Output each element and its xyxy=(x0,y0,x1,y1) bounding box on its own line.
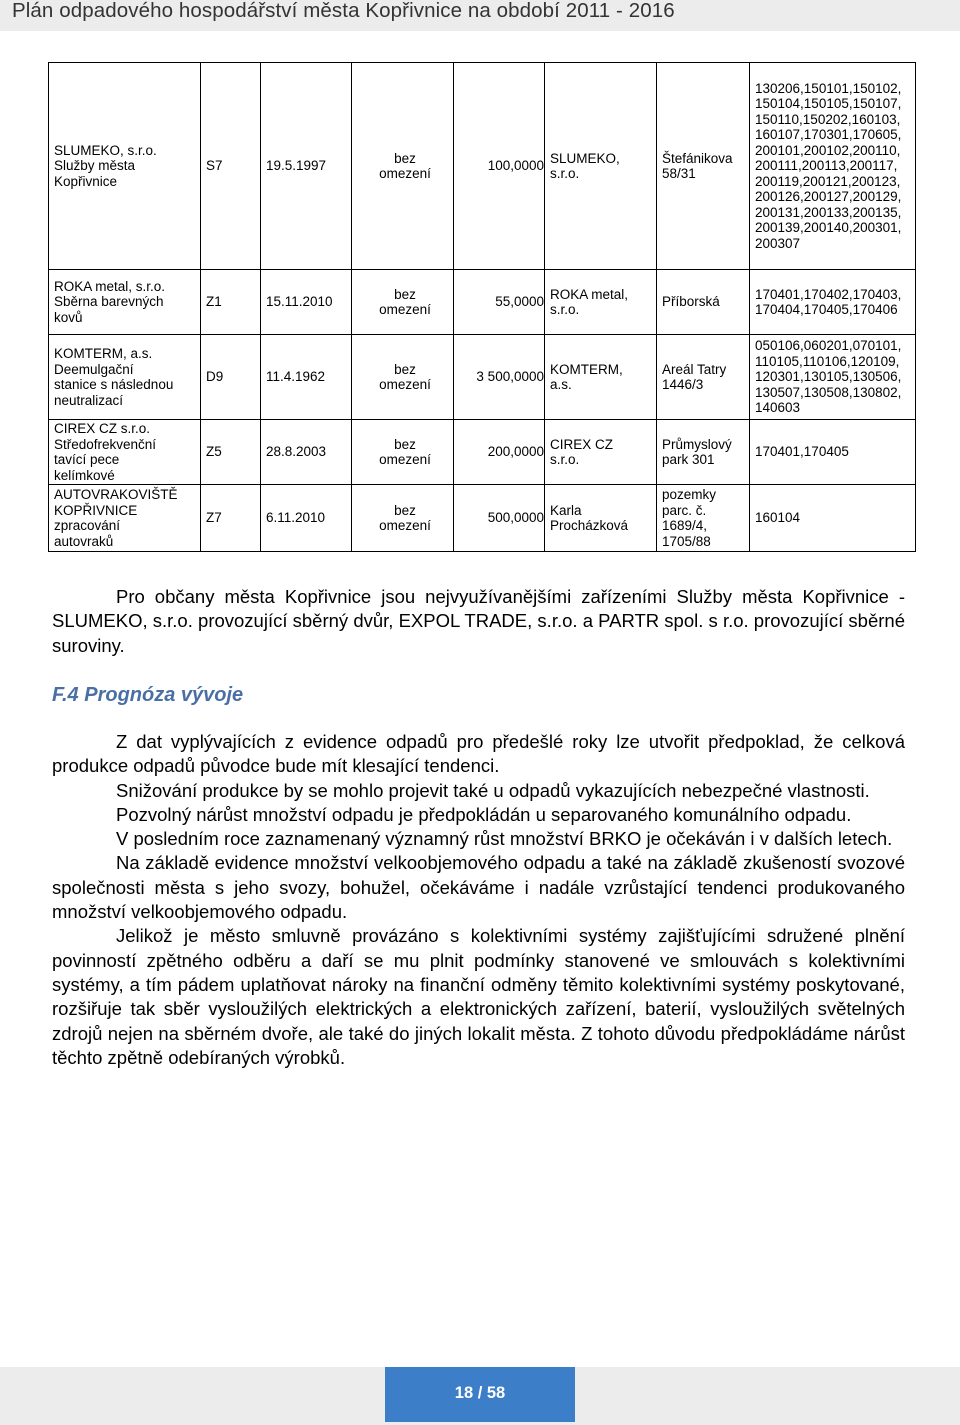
validity-cell xyxy=(352,485,454,552)
cell-line: 1446/3 xyxy=(662,377,704,392)
cell-line: s.r.o. xyxy=(550,302,580,317)
cell-line: KOMTERM, a.s. xyxy=(54,346,153,361)
operator-cell xyxy=(545,270,657,335)
cell-line: 110105,110106,120109, xyxy=(755,353,900,369)
approval-date-cell: 6.11.2010 xyxy=(261,485,352,552)
cell-line: 120301,130105,130506, xyxy=(755,369,902,385)
cell-line: Karla xyxy=(550,502,582,518)
facilities-table xyxy=(48,62,916,552)
section-paragraph: Pozvolný nárůst množství odpadu je předpokládán u separovaného komunálního odpadu. xyxy=(116,803,852,825)
cell-line: SLUMEKO, xyxy=(550,150,620,166)
table-row xyxy=(49,485,916,552)
cell-line: omezení xyxy=(379,518,431,533)
cell-line: Areál Tatry xyxy=(662,361,727,377)
section-paragraph: Z dat vyplývajících z evidence odpadů pro předešlé roky lze utvořit předpoklad, že celková produkce odpadů původce bude mít klesající tendenci. xyxy=(52,731,905,777)
cell-line: 200111,200113,200117, xyxy=(755,158,898,174)
operator-cell xyxy=(545,420,657,485)
validity-cell xyxy=(352,270,454,335)
cell-line: Průmyslový xyxy=(662,436,732,452)
facility-code-cell: Z7 xyxy=(201,485,261,552)
cell-line: 160107,170301,170605, xyxy=(755,127,902,143)
cell-line: 160104 xyxy=(755,510,801,526)
facility-code-cell: D9 xyxy=(201,335,261,420)
cell-line: bez xyxy=(394,436,416,452)
cell-line: AUTOVRAKOVIŠTĚ xyxy=(54,487,178,502)
cell-line: 58/31 xyxy=(662,166,696,181)
cell-line: 140603 xyxy=(755,400,801,416)
facility-name-cell xyxy=(49,485,201,552)
section-paragraph: Na základě evidence množství velkoobjemového odpadu a také na základě zkušeností svozové společnosti města s jeho svozy, bohužel, očekáváme i nadále vzrůstající tendenci produkovaného množství velkoobjemového odpadu. xyxy=(52,852,905,923)
cell-line: ROKA metal, s.r.o. xyxy=(54,278,166,294)
facility-code-cell: S7 xyxy=(201,63,261,270)
operator-cell xyxy=(545,335,657,420)
address-cell xyxy=(657,63,750,270)
facility-name-cell xyxy=(49,335,201,420)
cell-line: KOPŘIVNICE xyxy=(54,502,138,518)
cell-line: 150104,150105,150107, xyxy=(755,96,902,112)
cell-line: tavící pece xyxy=(54,452,120,467)
cell-line: 170401,170402,170403, xyxy=(755,286,902,302)
approval-date-cell: 28.8.2003 xyxy=(261,420,352,485)
cell-line: Kopřivnice xyxy=(54,173,118,189)
cell-line: KOMTERM, xyxy=(550,361,623,377)
facility-code-cell: Z5 xyxy=(201,420,261,485)
cell-line: 130206,150101,150102, xyxy=(755,80,902,96)
address-cell xyxy=(657,485,750,552)
intro-paragraph-text: Pro občany města Kopřivnice jsou nejvyužívanějšími zařízeními Služby města Kopřivnice - SLUMEKO, s.r.o. provozující sběrný dvůr, EXPOL TRADE, s.r.o. a PARTR spol. s r.o. provozující sběrné suroviny. xyxy=(52,586,905,656)
validity-cell xyxy=(352,335,454,420)
section-heading: F.4 Prognóza vývoje xyxy=(52,684,244,706)
cell-line: 200119,200121,200123, xyxy=(755,173,901,189)
approval-date-cell: 19.5.1997 xyxy=(261,63,352,270)
cell-line: 130507,130508,130802, xyxy=(755,384,902,400)
waste-codes-cell xyxy=(750,270,916,335)
validity-cell xyxy=(352,63,454,270)
intro-paragraph xyxy=(52,585,905,658)
facility-name-cell xyxy=(49,63,201,270)
operator-cell xyxy=(545,63,657,270)
validity-cell xyxy=(352,420,454,485)
cell-line: 200307 xyxy=(755,235,801,251)
cell-line: SLUMEKO, s.r.o. xyxy=(54,142,157,158)
operator-cell xyxy=(545,485,657,552)
cell-line: 050106,060201,070101, xyxy=(755,338,902,354)
facility-code-cell: Z1 xyxy=(201,270,261,335)
cell-line: s.r.o. xyxy=(550,452,580,467)
cell-line: 170404,170405,170406 xyxy=(755,302,898,317)
cell-line: Příborská xyxy=(662,294,720,310)
cell-line: 200131,200133,200135, xyxy=(755,204,902,220)
cell-line: 200126,200127,200129, xyxy=(755,189,902,205)
cell-line: Deemulgační xyxy=(54,361,134,377)
waste-codes-cell xyxy=(750,485,916,552)
capacity-cell: 500,0000 xyxy=(454,485,545,552)
table-row xyxy=(49,420,916,485)
cell-line: parc. č. xyxy=(662,502,707,518)
section-paragraph: Jelikož je město smluvně provázáno s kolektivními systémy zajišťujícími sdružené plnění povinností zpětného odběru a daří se mu plnit podmínky stanovené ve smlouvách s kolektivními systémy, a tím pádem uplatňovat nároky na finanční odměny těmito kolektivními systémy poskytované, rozšiřuje tak sběr vysloužilých elektrických a elektronických zařízení, baterií, vysloužilých světelných zdrojů nejen na sběrném dvoře, ale také do jiných lokalit města. Z tohoto důvodu předpokládáme nárůst těchto zpětně odebíraných výrobků. xyxy=(52,925,905,1068)
cell-line: omezení xyxy=(379,302,431,317)
cell-line: omezení xyxy=(379,166,431,181)
cell-line: 1705/88 xyxy=(662,533,711,549)
approval-date-cell: 11.4.1962 xyxy=(261,335,352,420)
cell-line: Sběrna barevných xyxy=(54,294,164,310)
capacity-cell: 3 500,0000 xyxy=(454,335,545,420)
address-cell xyxy=(657,420,750,485)
cell-line: omezení xyxy=(379,452,431,467)
cell-line: s.r.o. xyxy=(550,166,580,181)
page-number-box xyxy=(385,1367,575,1422)
section-paragraph: V posledním roce zaznamenaný významný růst množství BRKO je očekáván i v dalších letech. xyxy=(116,828,893,850)
table-row xyxy=(49,63,916,270)
cell-line: 200101,200102,200110, xyxy=(755,142,901,158)
cell-line: 170401,170405 xyxy=(755,444,849,460)
cell-line: zpracování xyxy=(54,518,121,533)
cell-line: bez xyxy=(394,286,416,302)
cell-line: neutralizací xyxy=(54,392,124,408)
section-paragraph: Snižování produkce by se mohlo projevit také u odpadů vykazujících nebezpečné vlastnosti. xyxy=(116,779,870,801)
cell-line: CIREX CZ s.r.o. xyxy=(54,421,151,436)
cell-line: 200139,200140,200301, xyxy=(755,220,902,236)
cell-line: bez xyxy=(394,150,416,166)
page-header xyxy=(0,0,960,31)
cell-line: Středofrekvenční xyxy=(54,436,157,452)
cell-line: bez xyxy=(394,361,416,377)
capacity-cell: 200,0000 xyxy=(454,420,545,485)
cell-line: stanice s následnou xyxy=(54,377,174,392)
cell-line: omezení xyxy=(379,377,431,392)
document-title: Plán odpadového hospodářství města Kopřivnice na období 2011 - 2016 xyxy=(12,0,675,22)
page-number: 18 / 58 xyxy=(454,1384,506,1402)
cell-line: kovů xyxy=(54,309,83,325)
cell-line: Služby města xyxy=(54,158,136,174)
waste-codes-cell xyxy=(750,63,916,270)
cell-line: kelímkové xyxy=(54,467,115,483)
cell-line: pozemky xyxy=(662,487,717,502)
cell-line: a.s. xyxy=(550,377,572,392)
approval-date-cell: 15.11.2010 xyxy=(261,270,352,335)
cell-line: CIREX CZ xyxy=(550,436,614,452)
cell-line: 150110,150202,160103, xyxy=(755,111,901,127)
cell-line: 1689/4, xyxy=(662,518,708,533)
section-body xyxy=(52,730,905,1070)
facility-name-cell xyxy=(49,270,201,335)
cell-line: Štefánikova xyxy=(662,150,733,166)
cell-line: Procházková xyxy=(550,518,629,533)
address-cell xyxy=(657,270,750,335)
facility-name-cell xyxy=(49,420,201,485)
waste-codes-cell xyxy=(750,420,916,485)
capacity-cell: 100,0000 xyxy=(454,63,545,270)
cell-line: bez xyxy=(394,502,416,518)
cell-line: autovraků xyxy=(54,533,114,549)
capacity-cell: 55,0000 xyxy=(454,270,545,335)
table-row xyxy=(49,270,916,335)
cell-line: ROKA metal, xyxy=(550,286,629,302)
address-cell xyxy=(657,335,750,420)
table-row xyxy=(49,335,916,420)
cell-line: park 301 xyxy=(662,452,715,467)
waste-codes-cell xyxy=(750,335,916,420)
